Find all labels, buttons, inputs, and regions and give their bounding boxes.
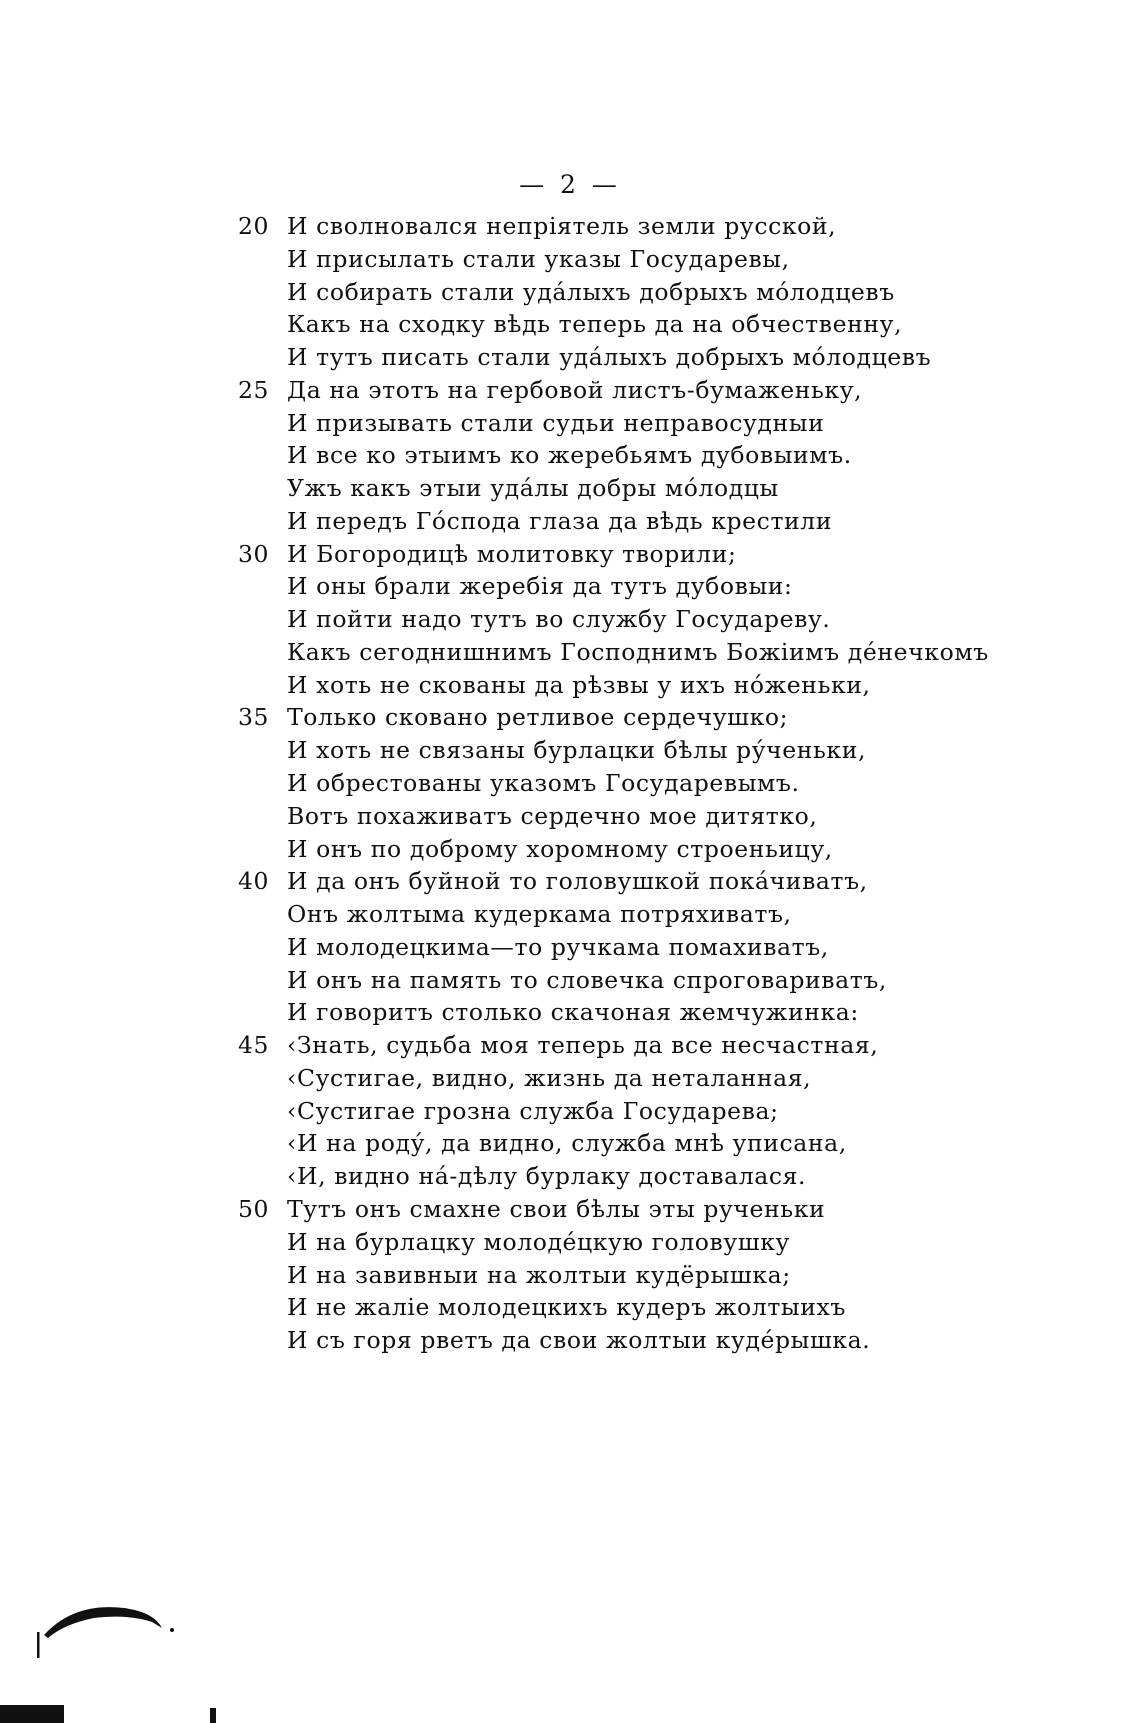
verse-text: Вотъ похаживатъ сердечно мое дитятко,: [287, 801, 818, 830]
verse-line: [0, 865, 1140, 898]
verse-number: 35: [238, 703, 270, 732]
verse-text: И сволновался непріятель земли русской,: [287, 212, 837, 240]
verse-number: 30: [238, 539, 270, 568]
verse-text: ‹И на роду́, да видно, служба мнѣ уписана,: [287, 1129, 847, 1158]
verse-line: [0, 734, 1140, 767]
verse-line: [0, 833, 1140, 866]
scan-edge-mark: [0, 1705, 64, 1723]
verse-text: И хоть не скованы да рѣзвы у ихъ но́женьки,: [287, 670, 871, 699]
verse-line: [0, 1259, 1140, 1292]
verse-text: И съ горя рветъ да свои жолтыи куде́рышка.: [287, 1326, 871, 1355]
verse-line: [0, 1324, 1140, 1357]
verse-line: [0, 1062, 1140, 1095]
verse-text: И Богородицѣ молитовку творили;: [287, 539, 737, 568]
verse-text: И говоритъ столько скачоная жемчужинка:: [287, 998, 859, 1027]
verse-text: И не жаліе молодецкихъ кудеръ жолтыихъ: [287, 1293, 846, 1322]
verse-line: [0, 374, 1140, 407]
verse-line: [0, 996, 1140, 1029]
verse-line: [0, 538, 1140, 571]
verse-line: [0, 308, 1140, 341]
verse-number: 20: [238, 212, 270, 240]
verse-text: И оны брали жеребія да тутъ дубовыи:: [287, 572, 793, 601]
verse-text: И передъ Го́спода глаза да вѣдь крестили: [287, 506, 833, 535]
verse-text: И обрестованы указомъ Государевымъ.: [287, 769, 800, 798]
verse-number: 50: [238, 1194, 270, 1223]
verse-text: И присылать стали указы Государевы,: [287, 244, 790, 273]
verse-line: [0, 1160, 1140, 1193]
verse-text: И молодецкима—то ручкама помахиватъ,: [287, 932, 829, 961]
verse-text: И пойти надо тутъ во службу Государеву.: [287, 605, 831, 634]
verse-number: 40: [238, 867, 270, 896]
verse-line: [0, 603, 1140, 636]
verse-text: ‹И, видно на́-дѣлу бурлаку доставалася.: [287, 1162, 807, 1191]
verse-text: И да онъ буйной то головушкой пока́чиватъ,: [287, 867, 868, 896]
verse-text: Ужъ какъ этыи уда́лы добры мо́лодцы: [287, 474, 779, 503]
ink-smudge-mark: [34, 1590, 204, 1660]
verse-line: [0, 1095, 1140, 1128]
verse-text: И тутъ писать стали уда́лыхъ добрыхъ мо́лодцевъ: [287, 343, 932, 372]
verse-line: [0, 210, 1140, 243]
verse-text: Да на этотъ на гербовой листъ-бумаженьку,: [287, 375, 863, 404]
verse-text: Какъ на сходку вѣдь теперь да на обчественну,: [287, 310, 903, 339]
page-number: — 2 —: [519, 170, 621, 199]
verse-line: [0, 1127, 1140, 1160]
verse-text: Тутъ онъ смахне свои бѣлы эты рученьки: [287, 1194, 826, 1223]
verse-line: [0, 898, 1140, 931]
verse-line: [0, 701, 1140, 734]
verse-line: [0, 767, 1140, 800]
verse-text: ‹Сустигае, видно, жизнь да неталанная,: [287, 1063, 812, 1092]
verse-line: [0, 472, 1140, 505]
verse-line: [0, 636, 1140, 669]
verse-list: [0, 210, 1140, 1357]
verse-line: [0, 407, 1140, 440]
verse-text: ‹Сустигае грозна служба Государева;: [287, 1096, 779, 1125]
verse-line: [0, 341, 1140, 374]
verse-number: 25: [238, 375, 270, 404]
verse-line: [0, 1029, 1140, 1062]
verse-text: И хоть не связаны бурлацки бѣлы ру́ченьки,: [287, 736, 867, 765]
verse-text: И собирать стали уда́лыхъ добрыхъ мо́лодцевъ: [287, 277, 895, 306]
verse-number: 45: [238, 1031, 270, 1060]
verse-line: [0, 669, 1140, 702]
verse-text: Онъ жолтыма кудеркама потряхиватъ,: [287, 900, 792, 929]
verse-line: [0, 439, 1140, 472]
verse-line: [0, 800, 1140, 833]
verse-line: [0, 1193, 1140, 1226]
verse-text: И призывать стали судьи неправосудныи: [287, 408, 825, 437]
verse-text: Какъ сегоднишнимъ Господнимъ Божіимъ де́нечкомъ: [287, 637, 989, 666]
verse-line: [0, 243, 1140, 276]
verse-line: [0, 1291, 1140, 1324]
verse-text: И все ко этыимъ ко жеребьямъ дубовыимъ.: [287, 441, 852, 470]
verse-text: Только сковано ретливое сердечушко;: [287, 703, 789, 732]
verse-line: [0, 570, 1140, 603]
verse-line: [0, 276, 1140, 309]
scan-edge-dot: [210, 1708, 216, 1723]
verse-text: ‹Знать, судьба моя теперь да все несчастная,: [287, 1031, 879, 1060]
verse-text: И на завивныи на жолтыи кудёрышка;: [287, 1260, 791, 1289]
verse-line: [0, 505, 1140, 538]
verse-text: И онъ по доброму хоромному строеньицу,: [287, 834, 833, 863]
verse-text: И на бурлацку молоде́цкую головушку: [287, 1227, 790, 1256]
verse-line: [0, 1226, 1140, 1259]
verse-line: [0, 931, 1140, 964]
verse-text: И онъ на память то словечка спроговариватъ,: [287, 965, 887, 994]
verse-line: [0, 964, 1140, 997]
